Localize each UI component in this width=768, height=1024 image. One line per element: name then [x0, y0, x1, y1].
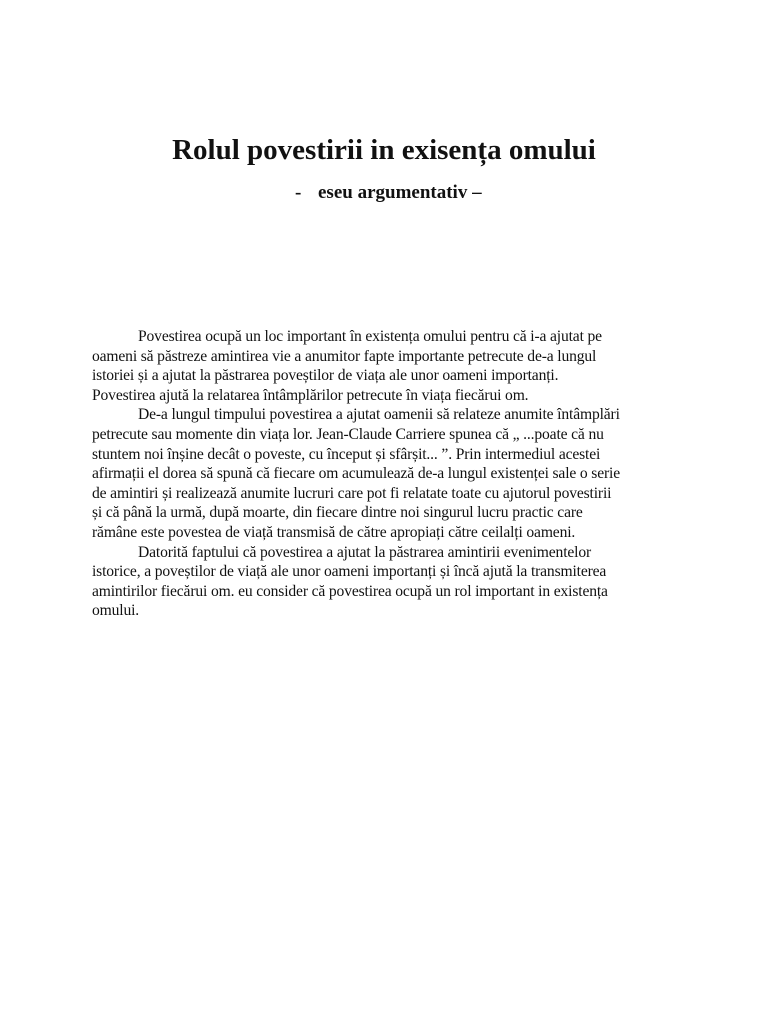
paragraph-2-line: afirmații el dorea să spună că fiecare om acumulează de-a lungul existenței sale o serie: [92, 465, 620, 483]
paragraph-2-line: de amintiri și realizează anumite lucruri care pot fi relatate toate cu ajutorul povestirii: [92, 484, 612, 502]
essay-body: [92, 327, 692, 621]
paragraph-1-line: oameni să păstreze amintirea vie a anumitor fapte importante petrecute de-a lungul: [92, 347, 597, 365]
paragraph-3-line: amintirilor fiecărui om. eu consider că povestirea ocupă un rol important in existența: [92, 582, 608, 600]
paragraph-2-line: rămâne este povestea de viață transmisă de către apropiați către ceilalți oameni.: [92, 523, 576, 541]
paragraph-2-line: stuntem noi înșine decât o poveste, cu început și sfârșit... ”. Prin intermediul acestei: [92, 445, 601, 463]
paragraph-2-line: și că până la urmă, după moarte, din fiecare dintre noi singurul lucru practic care: [92, 504, 583, 522]
document-title: Rolul povestirii in exisența omului: [172, 134, 596, 166]
paragraph-1-line: Povestirea ajută la relatarea întâmplărilor petrecute în viața fiecărui om.: [92, 386, 529, 404]
paragraph-1-line: istoriei și a ajutat la păstrarea poveștilor de viața ale unor oameni importanți.: [92, 367, 559, 385]
paragraph-3-line: omului.: [92, 602, 140, 620]
paragraph-3-line: istorice, a poveștilor de viață ale unor oameni importanți și încă ajută la transmiterea: [92, 563, 607, 581]
subtitle-dash: -: [295, 182, 302, 203]
paragraph-1-line: Povestirea ocupă un loc important în existența omului pentru că i-a ajutat pe: [138, 328, 602, 345]
subtitle-text: eseu argumentativ –: [318, 182, 482, 203]
paragraph-3-line: Datorită faptului că povestirea a ajutat la păstrarea amintirii evenimentelor: [138, 543, 592, 561]
paragraph-2-line: De-a lungul timpului povestirea a ajutat oamenii să relateze anumite întâmplări: [138, 406, 620, 424]
paragraph-2-line: petrecute sau momente din viața lor. Jean-Claude Carriere spunea că „ ...poate că nu: [92, 425, 604, 443]
